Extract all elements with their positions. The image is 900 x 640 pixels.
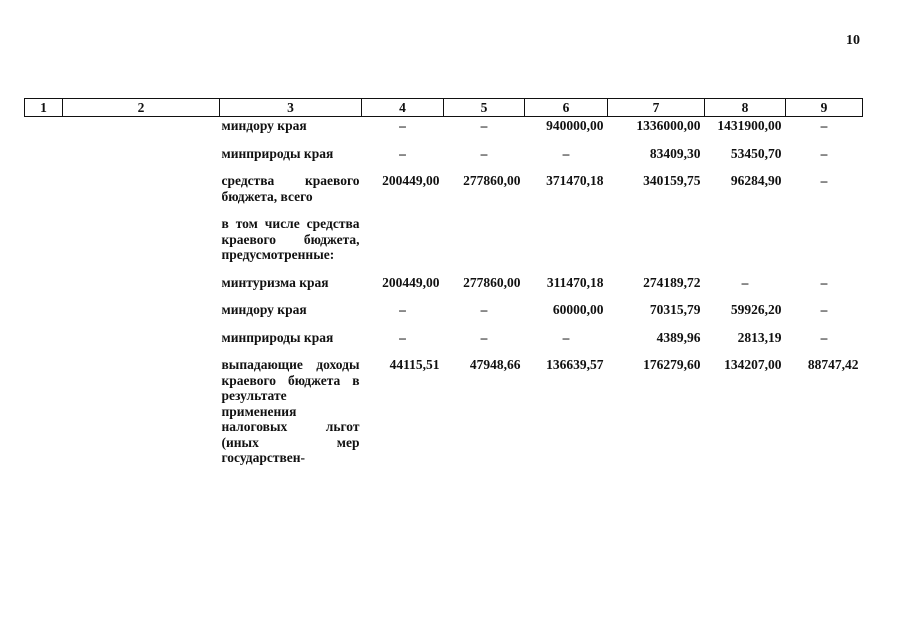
cell-value: – <box>820 329 828 345</box>
cell-value: – <box>820 302 828 318</box>
cell-value: 2813,19 <box>737 329 782 345</box>
cell-value <box>444 216 525 275</box>
row-label: минтуризма края <box>221 274 329 290</box>
cell-value: 83409,30 <box>649 145 701 161</box>
cell-value: 277860,00 <box>463 274 521 290</box>
cell-value <box>786 216 863 275</box>
cell-value: 59926,20 <box>730 302 782 318</box>
column-header: 5 <box>444 99 525 117</box>
cell-value: – <box>741 274 749 290</box>
cell-value: 53450,70 <box>730 145 782 161</box>
cell-value: – <box>820 274 828 290</box>
cell-value: 4389,96 <box>656 329 701 345</box>
cell-value: – <box>399 302 406 318</box>
row-label: средства краевого бюджета, всего <box>221 173 360 204</box>
column-header: 8 <box>705 99 786 117</box>
table-row <box>25 117 863 146</box>
cell-value: 940000,00 <box>546 118 604 133</box>
cell-value: 60000,00 <box>552 302 604 318</box>
cell-value: 136639,57 <box>546 357 604 373</box>
cell-value: – <box>399 118 406 133</box>
table-row <box>25 357 863 466</box>
row-label: в том числе средства краевого бюджета, предусмотренные: <box>221 216 360 263</box>
table-row <box>25 216 863 275</box>
cell-value: – <box>399 329 406 345</box>
cell-value: 96284,90 <box>730 173 782 189</box>
cell-value: – <box>480 145 488 161</box>
cell-value: 1431900,00 <box>717 118 782 133</box>
cell-value <box>608 216 705 275</box>
cell-value: – <box>480 118 488 133</box>
cell-value: – <box>820 145 828 161</box>
cell-value: 47948,66 <box>469 357 521 373</box>
cell-value: 200449,00 <box>382 274 440 290</box>
cell-value: – <box>562 145 570 161</box>
table-row <box>25 330 863 358</box>
cell-value: 340159,75 <box>643 173 701 189</box>
cell-value: – <box>820 118 828 133</box>
column-header: 1 <box>25 99 63 117</box>
cell-value: 70315,79 <box>649 302 701 318</box>
cell-value: – <box>820 173 828 189</box>
row-label: миндору края <box>221 302 307 318</box>
table-row <box>25 275 863 303</box>
row-label: минприроды края <box>221 145 334 161</box>
column-header: 4 <box>362 99 444 117</box>
cell-value: 134207,00 <box>724 357 782 373</box>
cell-value: – <box>480 329 488 345</box>
cell-value: – <box>480 302 488 318</box>
column-header: 9 <box>786 99 863 117</box>
cell-value: 1336000,00 <box>636 118 701 133</box>
table-row <box>25 302 863 330</box>
row-label: миндору края <box>221 118 307 133</box>
column-header: 2 <box>63 99 220 117</box>
page-number: 10 <box>846 33 860 48</box>
cell-value: 176279,60 <box>643 357 701 373</box>
table-row <box>25 146 863 174</box>
cell-value: 311470,18 <box>546 274 604 290</box>
column-header: 3 <box>220 99 362 117</box>
row-label: минприроды края <box>221 329 334 345</box>
cell-value: 277860,00 <box>463 173 521 189</box>
cell-value: 274189,72 <box>643 274 701 290</box>
column-header: 7 <box>608 99 705 117</box>
table-row <box>25 173 863 216</box>
cell-value: 44115,51 <box>389 357 440 373</box>
column-header: 6 <box>525 99 608 117</box>
cell-value: 200449,00 <box>382 173 440 189</box>
cell-value <box>362 216 444 275</box>
row-label: выпадающие доходы краевого бюджета в результате применения налоговых льгот (иных мер государствен- <box>221 357 360 466</box>
cell-value <box>705 216 786 275</box>
table-header-row <box>25 99 863 117</box>
cell-value: – <box>399 145 406 161</box>
cell-value: – <box>562 329 570 345</box>
budget-table <box>24 98 863 466</box>
cell-value <box>525 216 608 275</box>
cell-value: 88747,42 <box>807 357 859 373</box>
cell-value: 371470,18 <box>546 173 604 189</box>
